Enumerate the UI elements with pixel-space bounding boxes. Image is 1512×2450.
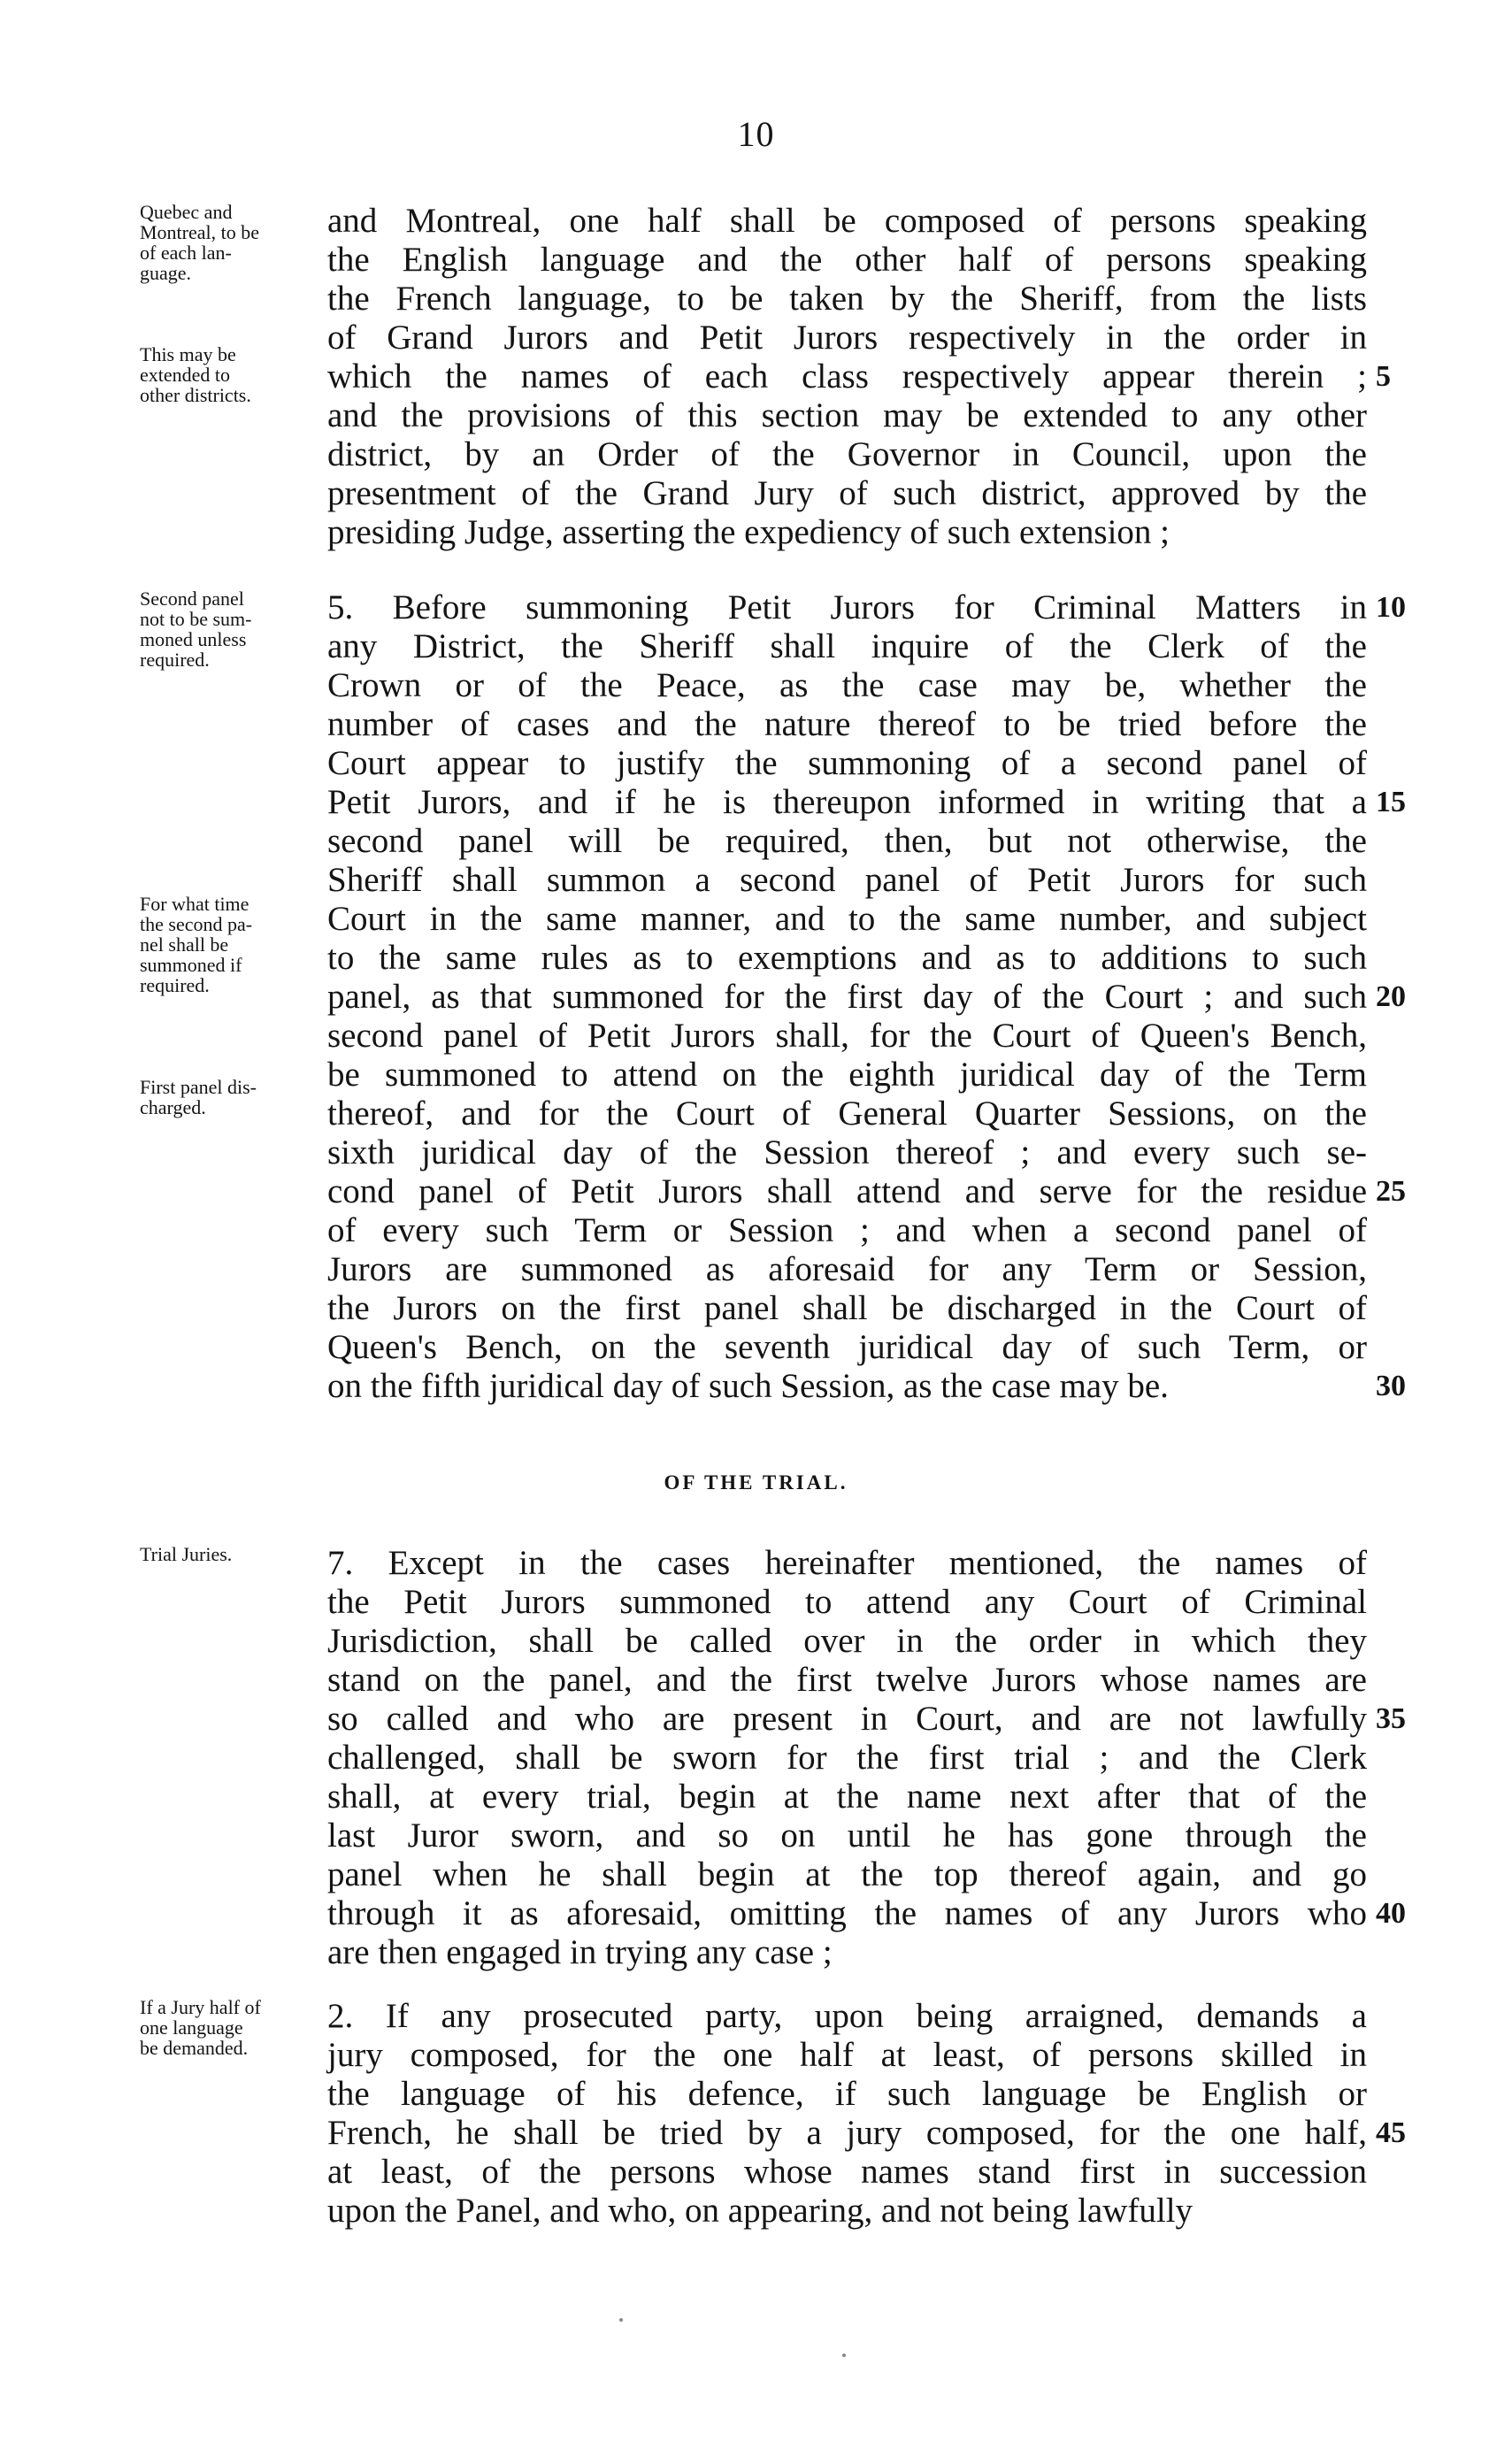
text-line: presiding Judge, asserting the expediency of such extension ; xyxy=(327,513,1170,551)
text-line: of Grand Jurors and Petit Jurors respectively in the order in xyxy=(327,319,1367,357)
margin-notes xyxy=(140,588,330,1117)
margin-note-line: If a Jury half of xyxy=(140,1996,261,2018)
line-number: 35 xyxy=(1376,1702,1406,1735)
text-line: to the same rules as to exemptions and as to additions to such xyxy=(327,939,1367,977)
text-line: second panel will be required, then, but not otherwise, the xyxy=(327,822,1367,860)
text-line: so called and who are present in Court, and are not lawfully xyxy=(327,1700,1367,1738)
margin-note-line xyxy=(140,1036,330,1056)
margin-note-line xyxy=(140,792,330,812)
margin-note-line: nel shall be xyxy=(140,933,229,956)
text-line: Petit Jurors, and if he is thereupon informed in writing that a xyxy=(327,783,1367,821)
margin-note-line xyxy=(140,1056,330,1077)
margin-note-line: be demanded. xyxy=(140,2037,249,2059)
line-number: 25 xyxy=(1376,1175,1406,1208)
line-number: 5 xyxy=(1376,360,1391,393)
text-line: upon the Panel, and who, on appearing, and not being lawfully xyxy=(327,2192,1193,2230)
text-line: 5. Before summoning Petit Jurors for Criminal Matters in xyxy=(327,588,1367,626)
section-heading: OF THE TRIAL. xyxy=(664,1471,848,1494)
text-line: the language of his defence, if such language be English or xyxy=(327,2075,1367,2113)
text-line: thereof, and for the Court of General Quarter Sessions, on the xyxy=(327,1094,1367,1133)
margin-note-line: For what time xyxy=(140,893,249,915)
margin-note-line xyxy=(140,772,330,792)
text-line: Queen's Bench, on the seventh juridical day of such Term, or xyxy=(327,1328,1367,1366)
text-line: jury composed, for the one half at least, of persons skilled in xyxy=(327,2036,1367,2074)
text-line: and the provisions of this section may be extended to any other xyxy=(327,396,1367,434)
text-line: at least, of the persons whose names stand first in succession xyxy=(327,2153,1367,2191)
text-line: presentment of the Grand Jury of such district, approved by the xyxy=(327,474,1367,512)
text-line: the Jurors on the first panel shall be discharged in the Court of xyxy=(327,1289,1367,1327)
body-lines xyxy=(327,1544,1367,1972)
margin-note-line: Quebec and xyxy=(140,201,233,223)
margin-note-line: First panel dis- xyxy=(140,1076,257,1098)
margin-note-line: Trial Juries. xyxy=(140,1543,233,1565)
margin-note-line xyxy=(140,751,330,772)
margin-note-line: This may be xyxy=(140,343,236,365)
text-line: sixth juridical day of the Session thereof ; and every such se- xyxy=(327,1133,1367,1171)
paper-speck xyxy=(842,2354,846,2357)
margin-note-line: one language xyxy=(140,2016,243,2039)
text-line: number of cases and the nature thereof to be tried before the xyxy=(327,705,1367,743)
text-line: Crown or of the Peace, as the case may be, whether the xyxy=(327,666,1367,704)
margin-note-line: not to be sum- xyxy=(140,608,252,630)
page-number: 10 xyxy=(737,114,775,154)
margin-notes xyxy=(140,202,330,405)
margin-note-line xyxy=(140,995,330,1016)
margin-notes xyxy=(140,1997,330,2058)
text-line: and Montreal, one half shall be composed of persons speaking xyxy=(327,202,1367,240)
text-line: shall, at every trial, begin at the name next after that of the xyxy=(327,1778,1367,1816)
margin-note-line xyxy=(140,690,330,710)
text-line: panel when he shall begin at the top thereof again, and go xyxy=(327,1855,1367,1893)
line-number: 20 xyxy=(1376,980,1406,1013)
text-line: stand on the panel, and the first twelve Jurors whose names are xyxy=(327,1661,1367,1699)
text-line: any District, the Sheriff shall inquire of the Clerk of the xyxy=(327,627,1367,665)
margin-note-line xyxy=(140,324,330,344)
margin-note-line: other districts. xyxy=(140,384,251,406)
text-line: 2. If any prosecuted party, upon being arraigned, demands a xyxy=(327,1997,1367,2035)
margin-note-line: Montreal, to be xyxy=(140,221,260,243)
margin-note-line xyxy=(140,710,330,731)
margin-note-line: guage. xyxy=(140,262,192,284)
margin-note-line: summoned if xyxy=(140,954,242,976)
margin-note-line xyxy=(140,731,330,751)
margin-note-line xyxy=(140,812,330,833)
text-line: district, by an Order of the Governor in Council, upon the xyxy=(327,435,1367,473)
text-line: second panel of Petit Jurors shall, for the Court of Queen's Bench, xyxy=(327,1017,1367,1055)
margin-note-line: Second panel xyxy=(140,588,244,610)
text-line: be summoned to attend on the eighth juridical day of the Term xyxy=(327,1056,1367,1094)
text-line: are then engaged in trying any case ; xyxy=(327,1933,833,1971)
body-lines xyxy=(327,1997,1367,2231)
text-line: challenged, shall be sworn for the first trial ; and the Clerk xyxy=(327,1739,1367,1777)
margin-note-line xyxy=(140,1016,330,1036)
margin-note-line xyxy=(140,873,330,894)
text-line: cond panel of Petit Jurors shall attend and serve for the residue xyxy=(327,1172,1367,1210)
text-line: 7. Except in the cases hereinafter mentioned, the names of xyxy=(327,1544,1367,1582)
margin-notes xyxy=(140,1544,330,1564)
margin-note-line xyxy=(140,283,330,303)
text-line: through it as aforesaid, omitting the names of any Jurors who xyxy=(327,1894,1367,1932)
text-line: the French language, to be taken by the Sheriff, from the lists xyxy=(327,280,1367,318)
margin-note-line: required. xyxy=(140,649,210,671)
margin-note-line: extended to xyxy=(140,364,231,386)
text-line: on the fifth juridical day of such Session, as the case may be. xyxy=(327,1367,1169,1405)
text-line: Jurisdiction, shall be called over in the order in which they xyxy=(327,1622,1367,1660)
margin-note-line: required. xyxy=(140,974,210,996)
line-number: 45 xyxy=(1376,2116,1406,2149)
body-lines xyxy=(327,202,1367,552)
text-line: Jurors are summoned as aforesaid for any Term or Session, xyxy=(327,1250,1367,1288)
line-number: 40 xyxy=(1376,1897,1406,1930)
margin-note-line xyxy=(140,303,330,324)
text-line: French, he shall be tried by a jury composed, for the one half, xyxy=(327,2114,1367,2152)
margin-note-line xyxy=(140,833,330,853)
text-line: panel, as that summoned for the first day of the Court ; and such xyxy=(327,978,1367,1016)
text-line: Court in the same manner, and to the same number, and subject xyxy=(327,900,1367,938)
text-line: of every such Term or Session ; and when a second panel of xyxy=(327,1211,1367,1249)
line-number: 30 xyxy=(1376,1370,1406,1402)
line-number: 15 xyxy=(1376,786,1406,818)
margin-note-line: charged. xyxy=(140,1096,206,1118)
body-lines xyxy=(327,588,1367,1406)
text-line: last Juror sworn, and so on until he has gone through the xyxy=(327,1816,1367,1855)
margin-note-line xyxy=(140,853,330,873)
margin-note-line: moned unless xyxy=(140,628,247,650)
text-line: Sheriff shall summon a second panel of Petit Jurors for such xyxy=(327,861,1367,899)
text-line: the Petit Jurors summoned to attend any Court of Criminal xyxy=(327,1583,1367,1621)
text-line: Court appear to justify the summoning of a second panel of xyxy=(327,744,1367,782)
text-line: which the names of each class respectively appear therein ; xyxy=(327,357,1367,396)
margin-note-line xyxy=(140,670,330,690)
line-number: 10 xyxy=(1376,591,1406,624)
margin-note-line: the second pa- xyxy=(140,913,253,935)
paper-speck xyxy=(619,2318,623,2322)
margin-note-line: of each lan- xyxy=(140,242,232,264)
text-line: the English language and the other half of persons speaking xyxy=(327,241,1367,279)
